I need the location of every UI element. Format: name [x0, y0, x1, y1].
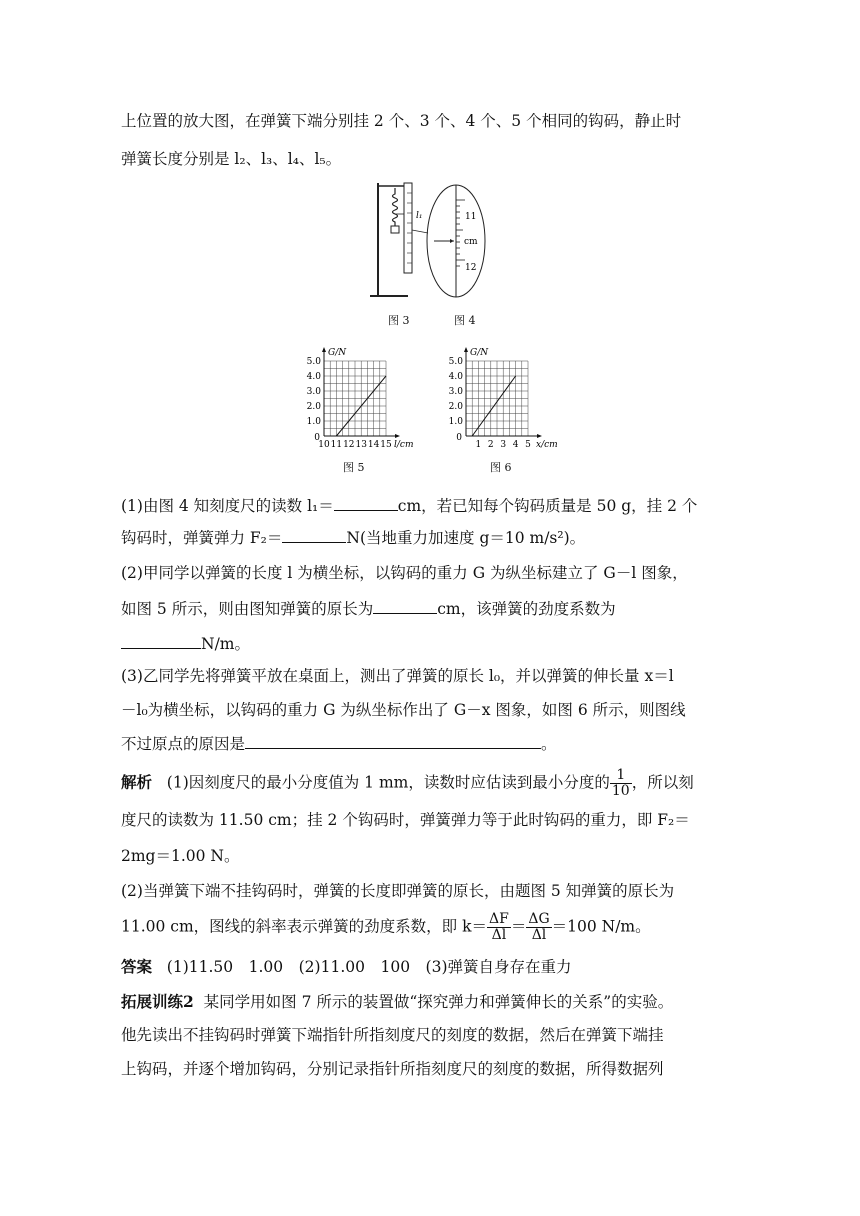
- y-tick-label: 3.0: [448, 387, 463, 397]
- blank-stiffness[interactable]: [121, 632, 201, 649]
- x-axis-label: l/cm: [394, 440, 414, 450]
- x-axis-label: x/cm: [536, 440, 558, 450]
- y-tick-label: 2.0: [448, 402, 463, 412]
- x-tick-label: 13: [355, 440, 367, 450]
- x-tick-label: 3: [500, 440, 507, 450]
- y-tick-label: 5.0: [306, 357, 321, 367]
- y-tick-label: 1.0: [306, 417, 321, 427]
- x-tick-label: 1: [475, 440, 482, 450]
- x-tick-label: 5: [525, 440, 531, 450]
- fraction-one-tenth: $\frac{1}{10}$: [611, 767, 630, 799]
- x-axis-arrow: [537, 434, 542, 438]
- q1-line-2: 钩码时，弹簧弹力 F₂＝ N(当地重力加速度 g＝10 m/s²)。: [121, 526, 585, 549]
- y-axis-arrow: [322, 347, 326, 352]
- q3-line-2: －l₀为横坐标，以钩码的重力 G 为纵坐标作出了 G－x 图象，如图 6 所示，则图线: [121, 701, 686, 719]
- x-tick-label: 14: [367, 440, 380, 450]
- fraction-dF-dl: $\frac{\Delta F}{\Delta l}$: [489, 911, 509, 943]
- chart-fig6: [432, 340, 582, 455]
- q2-line-2: 如图 5 所示，则由图知弹簧的原长为 cm，该弹簧的劲度系数为: [121, 597, 616, 620]
- q2-line-1: (2)甲同学以弹簧的长度 l 为横坐标，以钩码的重力 G 为纵坐标建立了 G－l 图象，: [121, 564, 688, 582]
- x-axis-arrow: [395, 434, 400, 438]
- ext-label: 拓展训练2: [121, 992, 194, 1011]
- y-tick-label: 4.0: [448, 372, 463, 382]
- y-axis-label: G/N: [328, 348, 347, 358]
- caption-fig5: 图 5: [343, 461, 365, 474]
- blank-l1[interactable]: [334, 494, 398, 511]
- fraction-dG-dl: $\frac{\Delta G}{\Delta l}$: [528, 911, 550, 943]
- ruler-label-11: 11: [465, 212, 477, 222]
- analysis-line-5: 11.00 cm，图线的斜率表示弹簧的劲度系数，即 k＝ $\frac{\Delta F}{\Delta l}$ ＝ $\frac{\Delta G}{\Delta l}$ ＝100 N/m。: [121, 911, 651, 943]
- y-tick-label: 1.0: [448, 417, 463, 427]
- caption-fig4: 图 4: [454, 314, 476, 327]
- y-tick-label: 3.0: [306, 387, 321, 397]
- x-tick-label: 10: [318, 440, 330, 450]
- x-tick-label: 4: [512, 440, 519, 450]
- blank-reason[interactable]: [245, 732, 541, 749]
- analysis-line-2: 度尺的读数为 11.50 cm；挂 2 个钩码时，弹簧弹力等于此时钩码的重力，即 F₂＝: [121, 811, 690, 829]
- y-axis-arrow: [464, 347, 468, 352]
- ruler-label-cm: cm: [464, 237, 478, 247]
- q3-line-1: (3)乙同学先将弹簧平放在桌面上，测出了弹簧的原长 l₀，并以弹簧的伸长量 x＝l: [121, 667, 674, 685]
- intro-line-2: 弹簧长度分别是 l₂、l₃、l₄、l₅。: [121, 150, 342, 168]
- x-tick-label: 12: [343, 440, 355, 450]
- caption-fig3: 图 3: [388, 314, 410, 327]
- blank-f2[interactable]: [282, 526, 346, 543]
- x-tick-label: 11: [330, 440, 343, 450]
- analysis-line-4: (2)当弹簧下端不挂钩码时，弹簧的长度即弹簧的原长，由题图 5 知弹簧的原长为: [121, 882, 675, 900]
- y-axis-label: G/N: [470, 348, 489, 358]
- y-tick-label: 4.0: [306, 372, 321, 382]
- blank-original-length[interactable]: [373, 597, 437, 614]
- analysis-label: 解析: [121, 772, 153, 792]
- y-tick-label: 5.0: [448, 357, 463, 367]
- origin-label: 0: [314, 433, 320, 443]
- caption-fig6: 图 6: [490, 461, 512, 474]
- ext-line-2: 他先读出不挂钩码时弹簧下端指针所指刻度尺的刻度的数据，然后在弹簧下端挂: [121, 1026, 664, 1044]
- label-l1: l₁: [416, 211, 423, 221]
- ext-line-3: 上钩码，并逐个增加钩码，分别记录指针所指刻度尺的刻度的数据，所得数据列: [121, 1060, 664, 1078]
- answer-label: 答案: [121, 957, 153, 976]
- origin-label: 0: [456, 433, 462, 443]
- q2-line-3: N/m。: [121, 632, 250, 655]
- analysis-line-1: 解析 (1)因刻度尺的最小分度值为 1 mm，读数时应估读到最小分度的 $\frac{1}{10}$ ，所以刻: [121, 767, 694, 799]
- figure-3-4: [370, 178, 500, 328]
- ruler-label-12: 12: [465, 263, 477, 273]
- analysis-line-3: 2mg＝1.00 N。: [121, 847, 240, 865]
- answer-line: 答案 (1)11.50 1.00 (2)11.00 100 (3)弹簧自身存在重力: [121, 957, 572, 976]
- q1-line-1: (1)由图 4 知刻度尺的读数 l₁＝ cm，若已知每个钩码质量是 50 g，挂 2 个: [121, 494, 697, 517]
- x-tick-label: 15: [380, 440, 392, 450]
- q3-line-3: 不过原点的原因是 。: [121, 732, 557, 755]
- ext-line-1: 拓展训练2 某同学用如图 7 所示的装置做“探究弹力和弹簧伸长的关系”的实验。: [121, 992, 674, 1011]
- intro-line-1: 上位置的放大图，在弹簧下端分别挂 2 个、3 个、4 个、5 个相同的钩码，静止时: [121, 112, 682, 130]
- y-tick-label: 2.0: [306, 402, 321, 412]
- x-tick-label: 2: [487, 440, 494, 450]
- chart-fig5: [290, 340, 440, 455]
